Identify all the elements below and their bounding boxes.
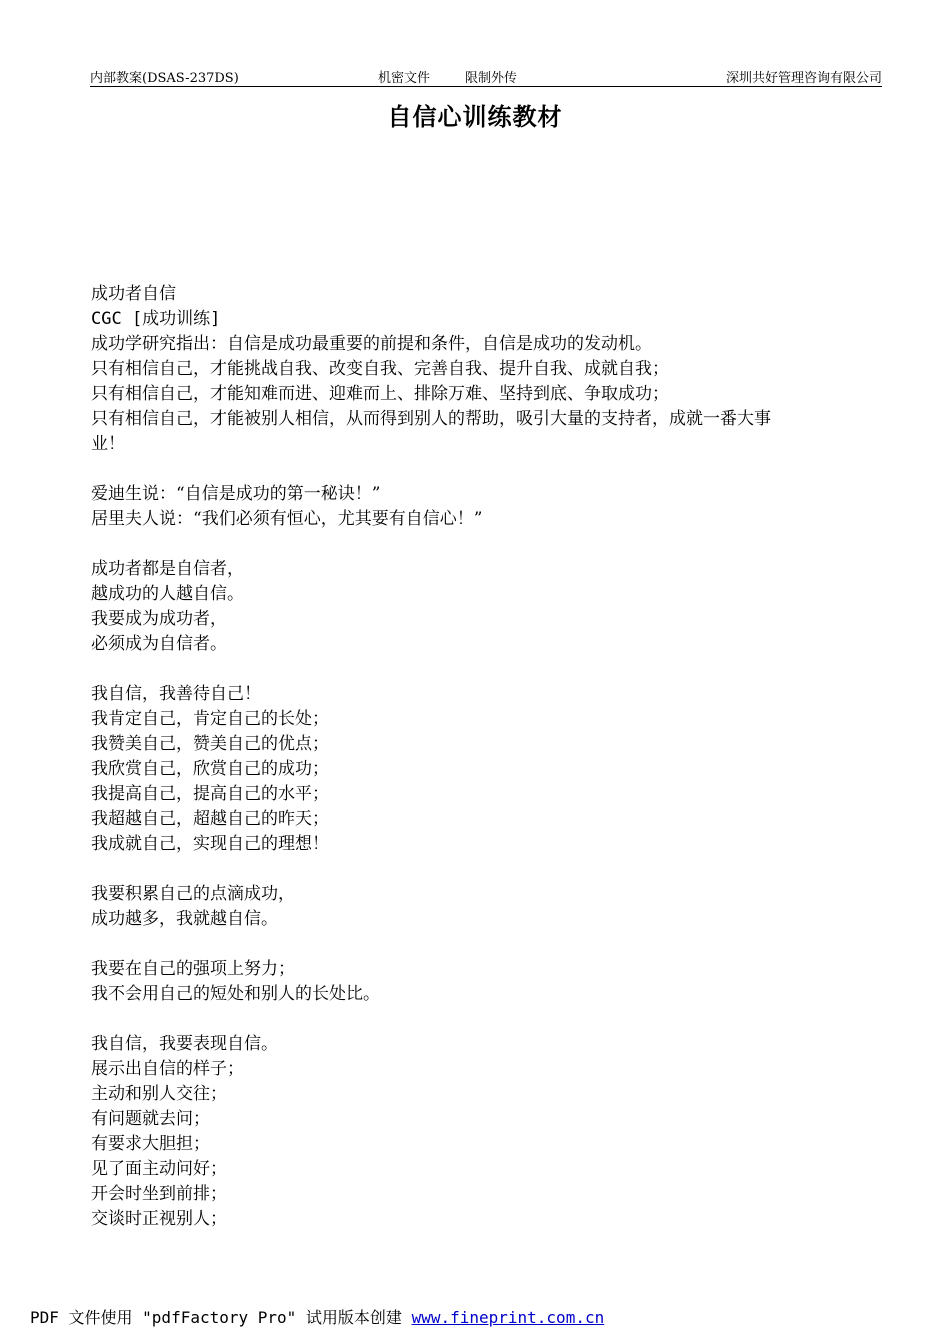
text-line: 我超越自己，超越自己的昨天；	[91, 809, 329, 829]
text-line: 我提高自己，提高自己的水平；	[91, 784, 329, 804]
text-line: 只有相信自己，才能挑战自我、改变自我、完善自我、提升自我、成就自我；	[91, 359, 669, 379]
text-line: 我要积累自己的点滴成功，	[91, 884, 295, 904]
text-line: 有要求大胆担；	[91, 1134, 210, 1154]
text-line: 我要在自己的强项上努力；	[91, 959, 295, 979]
footer-link[interactable]: www.fineprint.com.cn	[411, 1308, 605, 1327]
header-confidential: 机密文件	[378, 71, 431, 86]
text-line: 越成功的人越自信。	[91, 584, 244, 604]
text-line: 成功者自信	[91, 284, 176, 304]
blank-line	[91, 657, 871, 682]
pdf-footer	[30, 1305, 604, 1328]
text-line: 我自信，我要表现自信。	[91, 1034, 278, 1054]
text-line: 爱迪生说：“自信是成功的第一秘诀！”	[91, 484, 381, 504]
text-line: 有问题就去问；	[91, 1109, 210, 1129]
text-line: 成功越多，我就越自信。	[91, 909, 278, 929]
document-body	[91, 282, 871, 1232]
text-line: 我要成为成功者，	[91, 609, 227, 629]
text-line: 业！	[91, 434, 125, 454]
text-line: 成功者都是自信者，	[91, 559, 244, 579]
document-title: 自信心训练教材	[387, 102, 563, 131]
text-line: 我赞美自己，赞美自己的优点；	[91, 734, 329, 754]
page-header	[90, 64, 882, 87]
text-line: CGC [成功训练]	[91, 309, 221, 329]
blank-line	[91, 1007, 871, 1032]
text-line: 成功学研究指出：自信是成功最重要的前提和条件，自信是成功的发动机。	[91, 334, 652, 354]
text-line: 开会时坐到前排；	[91, 1184, 227, 1204]
text-line: 见了面主动问好；	[91, 1159, 227, 1179]
text-line: 必须成为自信者。	[91, 634, 227, 654]
text-line: 只有相信自己，才能知难而进、迎难而上、排除万难、坚持到底、争取成功；	[91, 384, 669, 404]
blank-line	[91, 932, 871, 957]
text-line: 我肯定自己，肯定自己的长处；	[91, 709, 329, 729]
text-line: 我欣赏自己，欣赏自己的成功；	[91, 759, 329, 779]
blank-line	[91, 857, 871, 882]
header-restricted: 限制外传	[465, 71, 518, 86]
blank-line	[91, 457, 871, 482]
text-line: 我成就自己，实现自己的理想！	[91, 834, 329, 854]
text-line: 居里夫人说：“我们必须有恒心，尤其要有自信心！”	[91, 509, 483, 529]
text-line: 我不会用自己的短处和别人的长处比。	[91, 984, 380, 1004]
text-line: 我自信，我善待自己！	[91, 684, 261, 704]
text-line: 展示出自信的样子；	[91, 1059, 244, 1079]
text-line: 主动和别人交往；	[91, 1084, 227, 1104]
text-line: 交谈时正视别人；	[91, 1209, 227, 1229]
text-line: 只有相信自己，才能被别人相信，从而得到别人的帮助，吸引大量的支持者，成就一番大事	[91, 409, 771, 429]
footer-text: PDF 文件使用 "pdfFactory Pro" 试用版本创建	[30, 1308, 412, 1327]
header-company: 深圳共好管理咨询有限公司	[725, 71, 882, 86]
header-doc-code: 内部教案(DSAS-237DS)	[90, 71, 239, 86]
blank-line	[91, 532, 871, 557]
